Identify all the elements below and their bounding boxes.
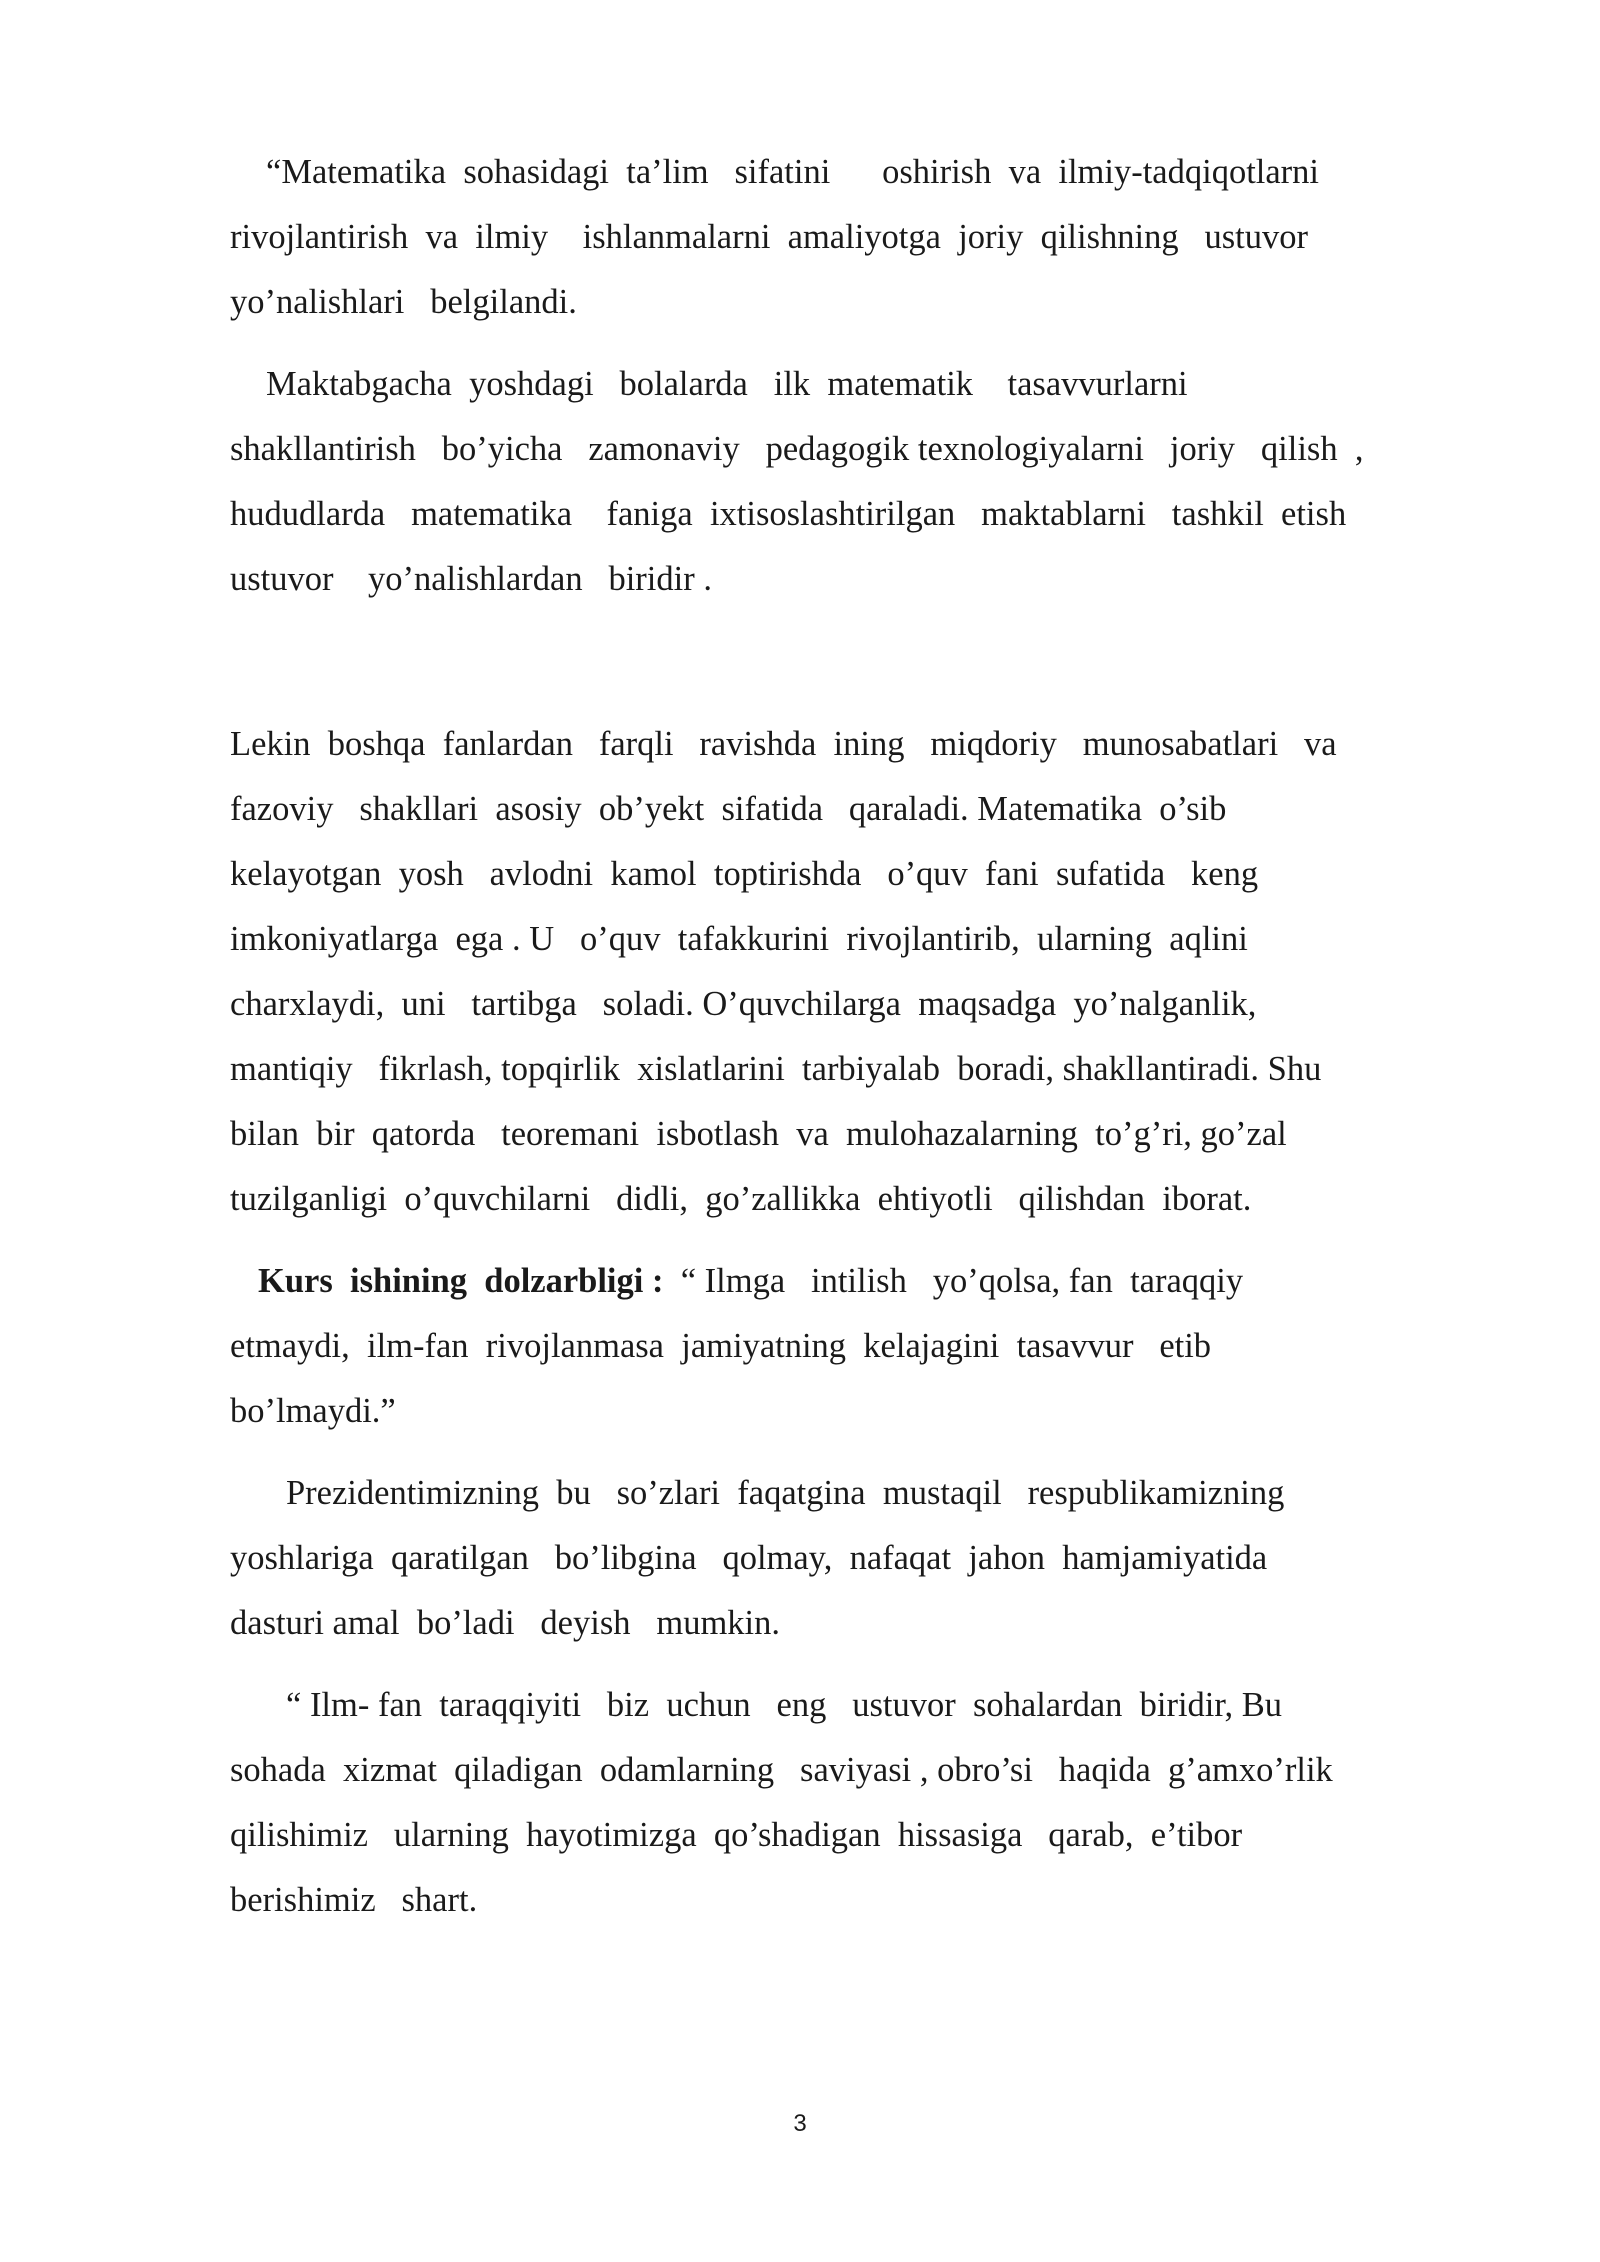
paragraph-6-line-4: berishimiz shart. <box>230 1881 478 1919</box>
paragraph-3-line-8: tuzilganligi o’quvchilarni didli, go’zallikka ehtiyotli qilishdan iborat. <box>230 1180 1252 1218</box>
paragraph-3-line-3: kelayotgan yosh avlodni kamol toptirishda o’quv fani sufatida keng <box>230 855 1259 893</box>
quote-start: “ Ilmga intilish yo’qolsa, fan taraqqiy <box>663 1262 1244 1300</box>
section-heading: Kurs ishining dolzarbligi : <box>258 1262 664 1300</box>
paragraph-3-line-5: charxlaydi, uni tartibga soladi. O’quvchilarga maqsadga yo’nalganlik, <box>230 985 1257 1023</box>
paragraph-2-line-3: hududlarda matematika faniga ixtisoslashtirilgan maktablarni tashkil etish <box>230 495 1347 533</box>
paragraph-4-line-1 <box>258 1261 1243 1301</box>
paragraph-2-line-2: shakllantirish bo’yicha zamonaviy pedagogik texnologiyalarni joriy qilish , <box>230 430 1364 468</box>
paragraph-1-line-1: “Matematika sohasidagi ta’lim sifatini oshirish va ilmiy-tadqiqotlarni <box>266 153 1320 191</box>
paragraph-3-line-7: bilan bir qatorda teoremani isbotlash va mulohazalarning to’g’ri, go’zal <box>230 1115 1287 1153</box>
paragraph-4-line-2: etmaydi, ilm-fan rivojlanmasa jamiyatning kelajagini tasavvur etib <box>230 1327 1212 1365</box>
paragraph-1-line-3: yo’nalishlari belgilandi. <box>230 283 577 321</box>
paragraph-5-line-3: dasturi amal bo’ladi deyish mumkin. <box>230 1604 780 1642</box>
paragraph-3-line-4: imkoniyatlarga ega . U o’quv tafakkurini rivojlantirib, ularning aqlini <box>230 920 1248 958</box>
paragraph-3-line-2: fazoviy shakllari asosiy ob’yekt sifatida qaraladi. Matematika o’sib <box>230 790 1227 828</box>
paragraph-6-line-3: qilishimiz ularning hayotimizga qo’shadigan hissasiga qarab, e’tibor <box>230 1816 1243 1854</box>
paragraph-4-line-3: bo’lmaydi.” <box>230 1392 396 1430</box>
paragraph-5-line-2: yoshlariga qaratilgan bo’libgina qolmay, nafaqat jahon hamjamiyatida <box>230 1539 1268 1577</box>
paragraph-5-line-1: Prezidentimizning bu so’zlari faqatgina mustaqil respublikamizning <box>286 1474 1285 1512</box>
page-number: 3 <box>793 2110 807 2137</box>
paragraph-2-line-4: ustuvor yo’nalishlardan biridir . <box>230 560 712 598</box>
paragraph-3-line-1: Lekin boshqa fanlardan farqli ravishda ining miqdoriy munosabatlari va <box>230 725 1337 763</box>
paragraph-6-line-1: “ Ilm- fan taraqqiyiti biz uchun eng ustuvor sohalardan biridir, Bu <box>286 1686 1283 1724</box>
paragraph-3-line-6: mantiqiy fikrlash, topqirlik xislatlarini tarbiyalab boradi, shakllantiradi. Shu <box>230 1050 1322 1088</box>
paragraph-6-line-2: sohada xizmat qiladigan odamlarning saviyasi , obro’si haqida g’amxo’rlik <box>230 1751 1333 1789</box>
paragraph-2-line-1: Maktabgacha yoshdagi bolalarda ilk matematik tasavvurlarni <box>266 365 1188 403</box>
paragraph-1-line-2: rivojlantirish va ilmiy ishlanmalarni amaliyotga joriy qilishning ustuvor <box>230 218 1308 256</box>
